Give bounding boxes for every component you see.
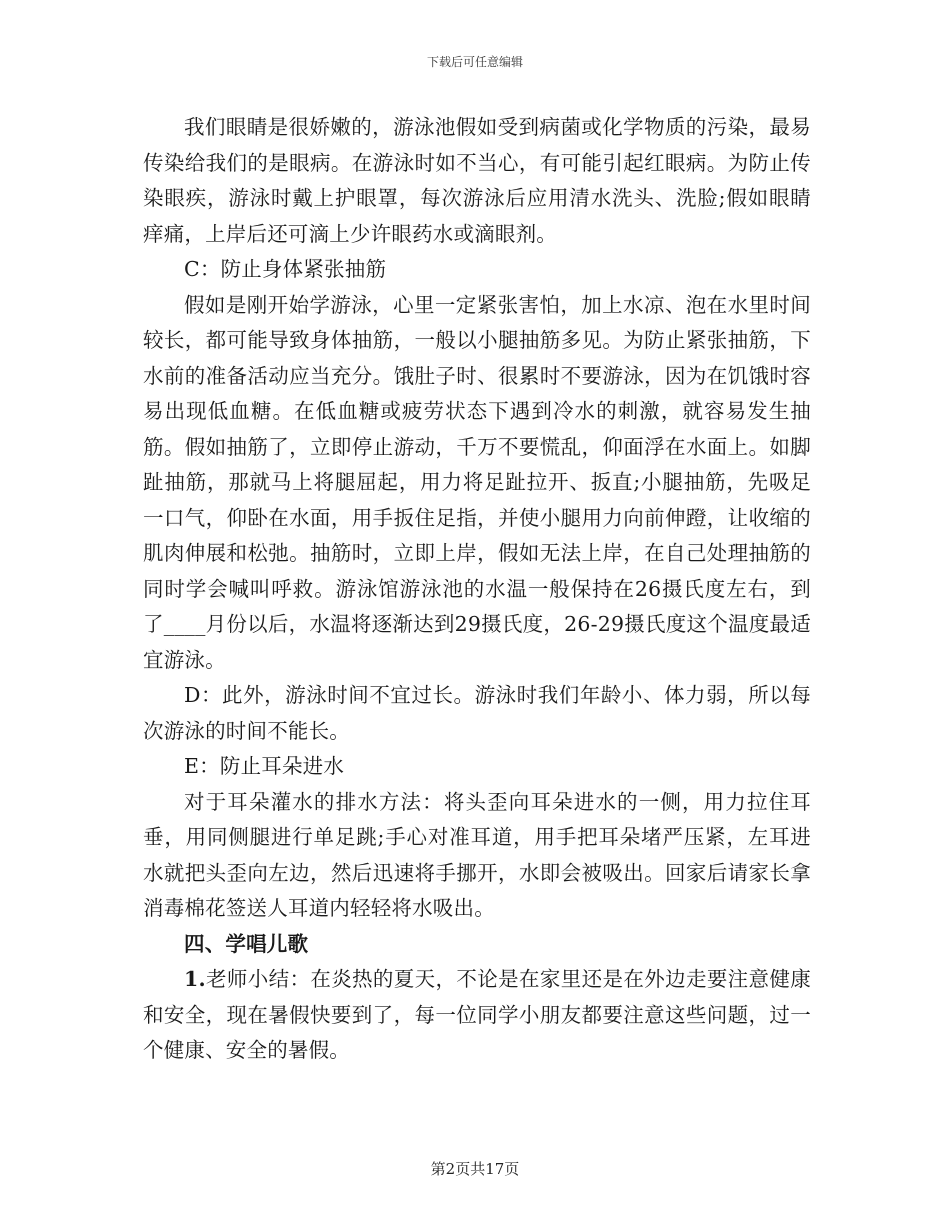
section-heading-sing-song: 四、学唱儿歌 — [184, 931, 309, 956]
subheading-ear-water: E：防止耳朵进水 — [184, 754, 345, 778]
paragraph-ear-water: 对于耳朵灌水的排水方法：将头歪向耳朵进水的一侧，用力拉住耳垂，用同侧腿进行单足跳;手心对准耳道，用手把耳朵堵严压紧，左耳进水就把头歪向左边，然后迅速将手挪开，水即会被吸出。回家后请家长拿消毒棉花签送人耳道内轻轻将水吸出。 — [143, 789, 811, 920]
page-header-note: 下载后可任意编辑 — [426, 55, 523, 69]
paragraph-eye-protection: 我们眼睛是很娇嫩的，游泳池假如受到病菌或化学物质的污染，最易传染给我们的是眼病。在游泳时如不当心，有可能引起红眼病。为防止传染眼疾，游泳时戴上护眼罩，每次游泳后应用清水洗头、洗脸;假如眼睛痒痛，上岸后还可滴上少许眼药水或滴眼剂。 — [143, 115, 811, 246]
paragraph-swim-duration: D：此外，游泳时间不宜过长。游泳时我们年龄小、体力弱，所以每次游泳的时间不能长。 — [143, 683, 811, 743]
paragraph-cramp-prevention: 假如是刚开始学游泳，心里一定紧张害怕，加上水凉、泡在水里时间较长，都可能导致身体抽筋，一般以小腿抽筋多见。为防止紧张抽筋，下水前的准备活动应当充分。饿肚子时、很累时不要游泳，因为在饥饿时容易出现低血糖。在低血糖或疲劳状态下遇到冷水的刺激，就容易发生抽筋。假如抽筋了，立即停止游动，千万不要慌乱，仰面浮在水面上。如脚趾抽筋，那就马上将腿屈起，用力将足趾拉开、扳直;小腿抽筋，先吸足一口气，仰卧在水面，用手扳住足指，并使小腿用力向前伸蹬，让收缩的肌肉伸展和松弛。抽筋时，立即上岸，假如无法上岸，在自己处理抽筋的同时学会喊叫呼救。游泳馆游泳池的水温一般保持在26摄氏度左右，到了____月份以后，水温将逐渐达到29摄氏度，26-29摄氏度这个温度最适宜游泳。 — [143, 292, 811, 672]
document-body — [143, 110, 811, 1069]
paragraph-teacher-summary — [143, 962, 811, 1069]
page-number-footer: 第2页共17页 — [430, 1160, 520, 1178]
subheading-cramp-prevention: C：防止身体紧张抽筋 — [184, 257, 387, 281]
summary-text: 老师小结：在炎热的夏天，不论是在家里还是在外边走要注意健康和安全，现在暑假快要到了，每一位同学小朋友都要注意这些问题，过一个健康、安全的暑假。 — [143, 967, 811, 1062]
summary-number: 1. — [184, 967, 206, 991]
